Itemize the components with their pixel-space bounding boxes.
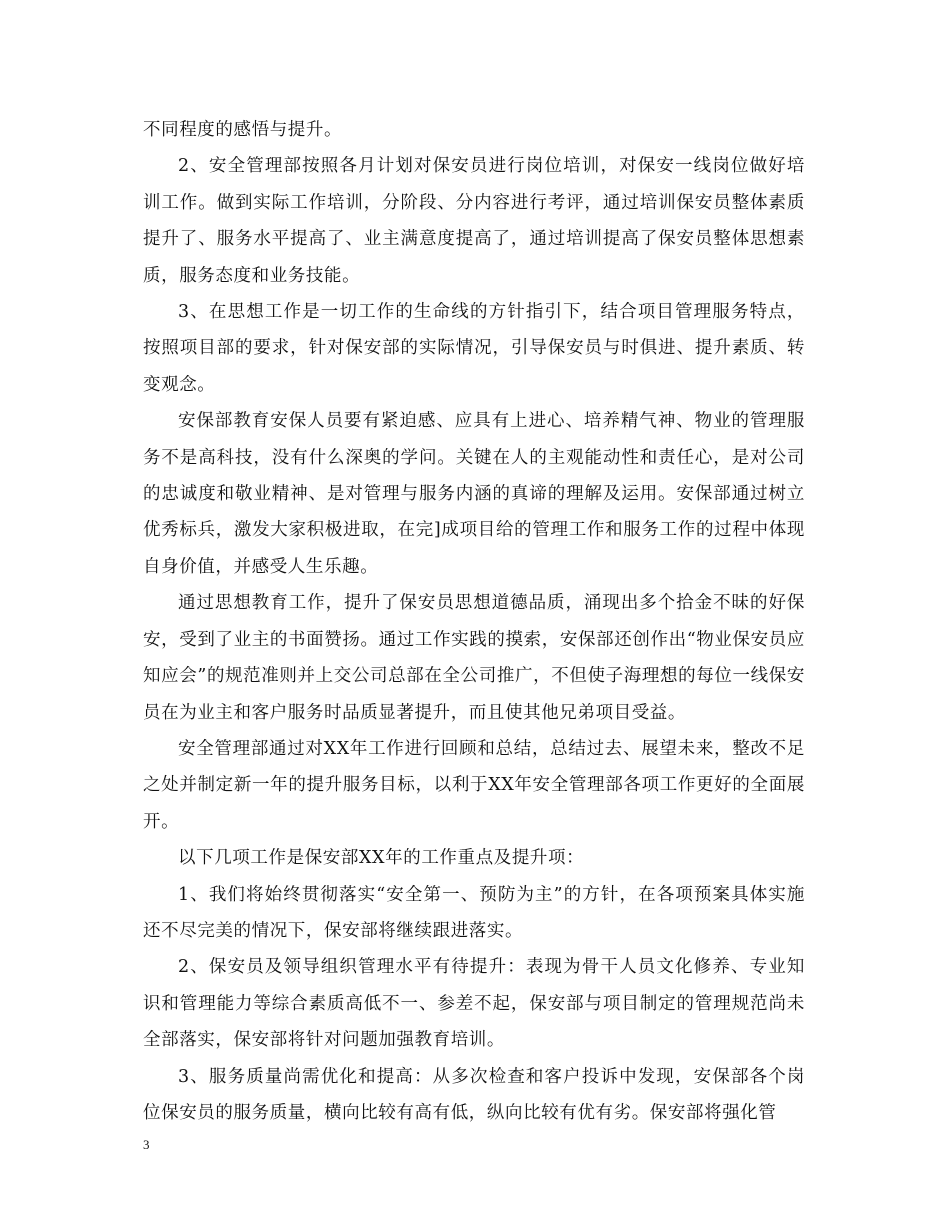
paragraph-continuation: 不同程度的感悟与提升。	[143, 120, 343, 140]
paragraph-moral-quality: 通过思想教育工作，提升了保安员思想道德品质，涌现出多个拾金不昧的好保安，受到了业主的书面赞扬。通过工作实践的摸索，安保部还创作出“物业保安员应知应会”的规范准则并上交公司总部在全公司推广，不但使子海理想的每位一线保安员在为业主和客户服务时品质显著提升，而且使其他兄弟项目受益。	[143, 593, 805, 723]
paragraph-training: 2、安全管理部按照各月计划对保安员进行岗位培训，对保安一线岗位做好培训工作。做到实际工作培训，分阶段、分内容进行考评，通过培训保安员整体素质提升了、服务水平提高了、业主满意度提高了，通过培训提高了保安员整体思想素质，服务态度和业务技能。	[143, 156, 805, 286]
paragraph-review: 安全管理部通过对XX年工作进行回顾和总结，总结过去、展望未来，整改不足之处并制定新一年的提升服务目标，以利于XX年安全管理部各项工作更好的全面展开。	[143, 738, 805, 832]
paragraph-education: 安保部教育安保人员要有紧迫感、应具有上进心、培养精气神、物业的管理服务不是高科技，没有什么深奥的学问。关键在人的主观能动性和责任心，是对公司的忠诚度和敬业精神、是对管理与服务内涵的真谛的理解及运用。安保部通过树立优秀标兵，激发大家积极进取，在完]成项目给的管理工作和服务工作的过程中体现自身价值，并感受人生乐趣。	[143, 411, 805, 577]
paragraph-key-work-heading: 以下几项工作是保安部XX年的工作重点及提升项：	[178, 848, 585, 869]
page-number: 3	[143, 1137, 150, 1152]
paragraph-ideology: 3、在思想工作是一切工作的生命线的方针指引下，结合项目管理服务特点，按照项目部的要求，针对保安部的实际情况，引导保安员与时俱进、提升素质、转变观念。	[143, 302, 805, 395]
paragraph-item-1: 1、我们将始终贯彻落实“安全第一、预防为主”的方针，在各项预案具体实施还不尽完美的情况下，保安部将继续跟进落实。	[143, 884, 805, 941]
paragraph-item-3: 3、服务质量尚需优化和提高：从多次检查和客户投诉中发现，安保部各个岗位保安员的服务质量，横向比较有高有低，纵向比较有优有劣。保安部将强化管	[143, 1066, 805, 1123]
paragraph-item-2: 2、保安员及领导组织管理水平有待提升：表现为骨干人员文化修养、专业知识和管理能力等综合素质高低不一、参差不起，保安部与项目制定的管理规范尚未全部落实，保安部将针对问题加强教育培训。	[143, 957, 805, 1051]
page-body	[143, 112, 805, 1131]
